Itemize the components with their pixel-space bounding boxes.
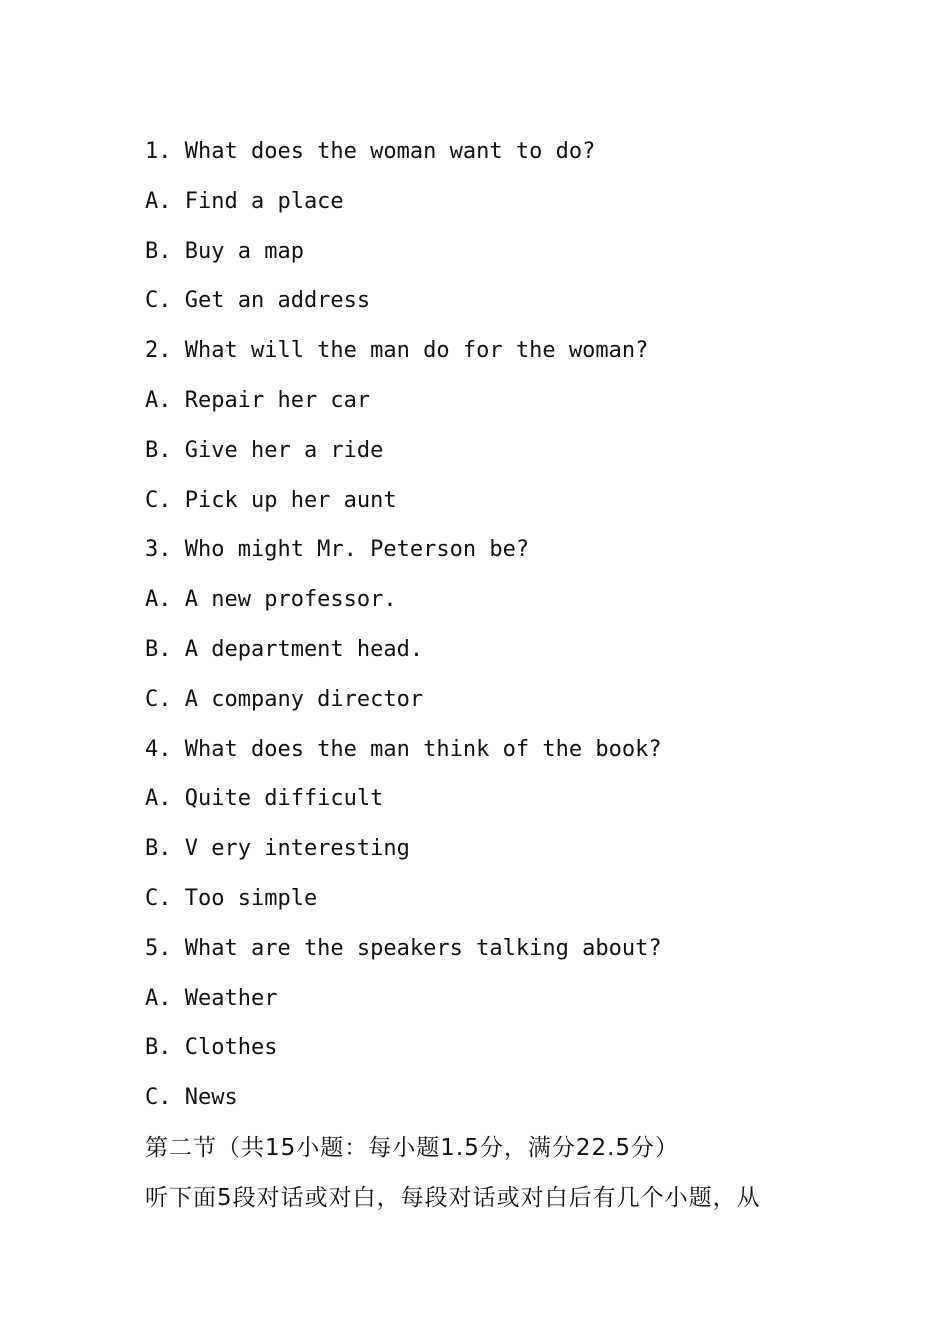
section-heading: 第二节（共15小题：每小题1.5分，满分22.5分） [145, 1134, 680, 1161]
question-2-option-a: A. Repair her car [145, 387, 371, 413]
question-2-option-b: B. Give her a ride [145, 437, 384, 463]
question-4-option-b: B. V ery interesting [145, 836, 410, 862]
question-2: 2. What will the man do for the woman? [145, 338, 649, 364]
question-2-option-c: C. Pick up her aunt [145, 487, 397, 513]
question-3-option-b: B. A department head. [145, 636, 424, 662]
question-3: 3. Who might Mr. Peterson be? [145, 537, 530, 563]
question-5: 5. What are the speakers talking about? [145, 935, 662, 961]
question-4: 4. What does the man think of the book? [145, 736, 662, 762]
question-5-option-b: B. Clothes [145, 1035, 278, 1061]
question-1: 1. What does the woman want to do? [145, 139, 596, 164]
question-1-option-c: C. Get an address [145, 288, 371, 314]
question-1-option-b: B. Buy a map [145, 238, 304, 264]
document-body [145, 133, 845, 1229]
question-5-option-a: A. Weather [145, 985, 278, 1011]
question-1-option-a: A. Find a place [145, 188, 344, 214]
section-instructions: 听下面5段对话或对白，每段对话或对白后有几个小题，从 [145, 1184, 761, 1211]
question-3-option-c: C. A company director [145, 686, 424, 712]
question-4-option-c: C. Too simple [145, 885, 318, 911]
question-3-option-a: A. A new professor. [145, 587, 397, 613]
question-5-option-c: C. News [145, 1085, 238, 1111]
question-4-option-a: A. Quite difficult [145, 786, 384, 812]
